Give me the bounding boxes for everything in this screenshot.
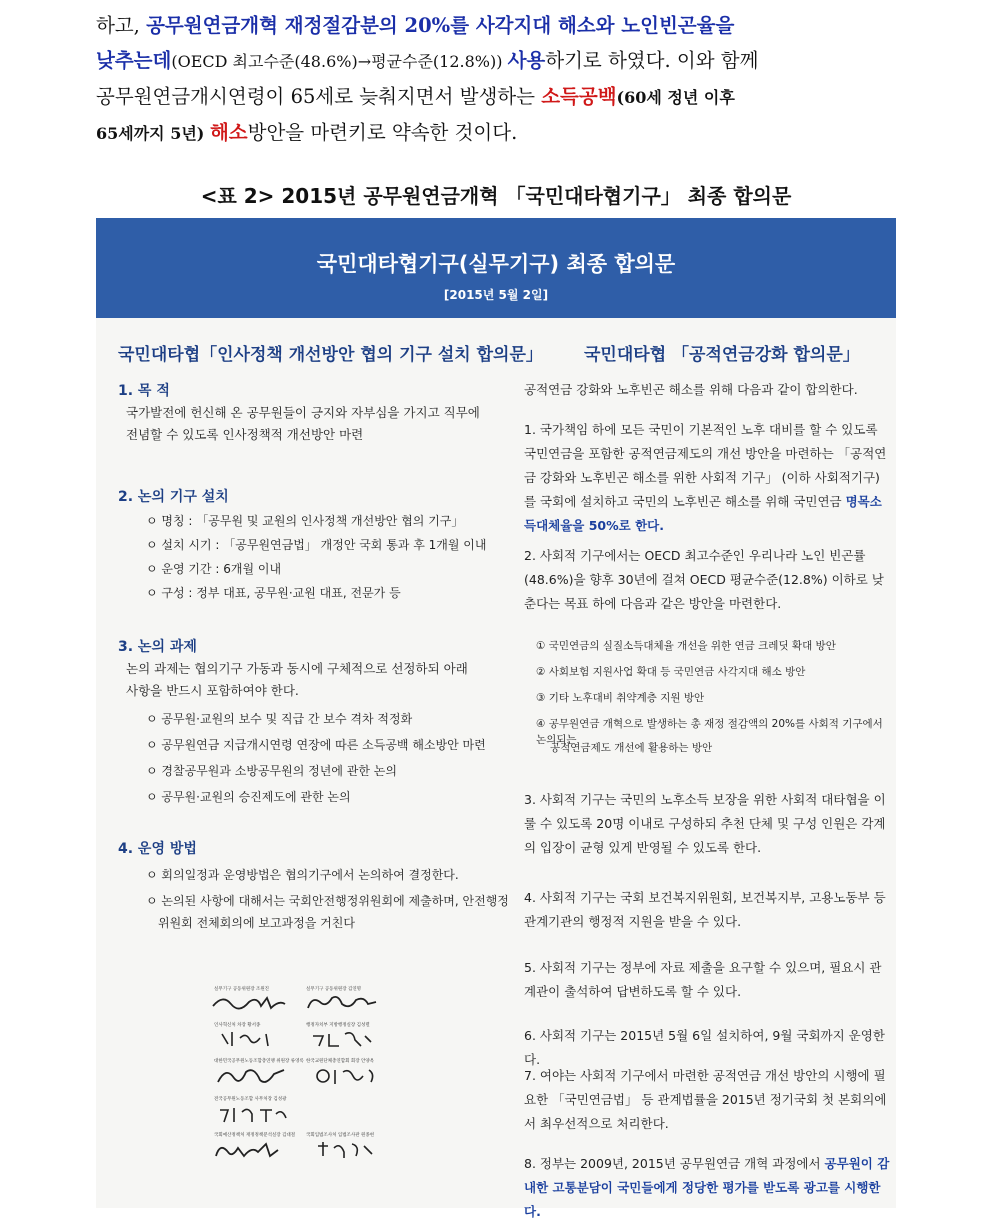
signatory-label: 실무기구 공동위원장 조원진: [214, 987, 270, 992]
intro-text: 65세까지 5년): [96, 124, 210, 143]
item-text: 8. 정부는 2009년, 2015년 공무원연금 개혁 과정에서: [524, 1156, 825, 1171]
intro-text: 공무원연금개시연령이 65세로 늦춰지면서 발생하는: [96, 85, 542, 108]
sub-item: 공적연금제도 개선에 활용하는 방안: [550, 742, 713, 754]
item-highlight: 명목소득대체율을 50%로 한다.: [524, 494, 882, 533]
item-text: 1. 국가책임 하에 모든 국민이 기본적인 노후 대비를 할 수 있도록 국민연금을 포함한 공적연금제도의 개선 방안을 마련하는 「공적연금 강화와 노후빈곤 해소를 위한 사회적 기구」 (이하 사회적기구)를 국회에 설치하고 국민의 노후빈곤 해소를 위해 국민연금: [524, 422, 887, 509]
list-item: ㅇ 회의일정과 운영방법은 협의기구에서 논의하여 결정한다.: [146, 868, 459, 882]
intro-highlight: 공무원연금개혁 재정절감분의 20%를 사각지대 해소와 노인빈곤율을: [146, 14, 735, 37]
agreement-title: 국민대타협기구(실무기구) 최종 합의문: [316, 252, 676, 276]
handwritten-signature: [302, 992, 382, 1014]
handwritten-signature: [309, 1064, 384, 1088]
intro-text: 방안을 마련키로 약속한 것이다.: [247, 121, 518, 144]
handwritten-signature: [214, 1064, 289, 1088]
section-heading: 4. 운영 방법: [118, 841, 197, 857]
intro-line-2: [96, 43, 896, 79]
agreement-item: 5. 사회적 기구는 정부에 자료 제출을 요구할 수 있으며, 필요시 관계관이 출석하여 답변하도록 할 수 있다.: [524, 960, 882, 999]
right-column: [494, 318, 896, 1219]
agreement-item: 3. 사회적 기구는 국민의 노후소득 보장을 위한 사회적 대타협을 이룰 수 있도록 20명 이내로 구성하되 추천 단체 및 구성 인원은 각계의 입장이 균형 있게 반영될 수 있도록 한다.: [524, 792, 886, 855]
list-item: ㅇ 설치 시기 : 「공무원연금법」 개정안 국회 통과 후 1개월 이내: [146, 538, 487, 552]
right-column-title: 국민대타협 「공적연금강화 합의문」: [584, 345, 860, 365]
intro-line-3: [96, 79, 896, 115]
list-item: ㅇ 공무원·교원의 보수 및 직급 간 보수 격차 적정화: [146, 712, 413, 726]
section-text: 공적연금 강화와 노후빈곤 해소를 위해 다음과 같이 합의한다.: [524, 382, 858, 397]
agreement-item: 4. 사회적 기구는 국회 보건복지위원회, 보건복지부, 고용노동부 등 관계기관의 행정적 지원을 받을 수 있다.: [524, 890, 886, 929]
agreement-banner: [96, 218, 896, 318]
agreement-item: 2. 사회적 기구에서는 OECD 최고수준인 우리나라 노인 빈곤률(48.6%)을 향후 30년에 걸쳐 OECD 평균수준(12.8%) 이하로 낮춘다는 목표 하에 다음과 같은 방안을 마련한다.: [524, 548, 884, 611]
list-item: ㅇ 공무원·교원의 승진제도에 관한 논의: [146, 790, 351, 804]
section-text: 논의 과제는 협의기구 가동과 동시에 구체적으로 선정하되 아래 사항을 반드시 포함하여야 한다.: [126, 661, 468, 698]
handwritten-signature: [216, 1102, 291, 1126]
handwritten-signature: [216, 1028, 286, 1050]
section-heading: 3. 논의 과제: [118, 639, 197, 655]
section-heading: 2. 논의 기구 설치: [118, 489, 229, 505]
signatory-label: 인사혁신처 차장 황서종: [214, 1023, 261, 1028]
signatory-label: 실무기구 공동위원장 김연명: [306, 987, 362, 992]
intro-highlight-red: 해소: [209, 121, 248, 144]
intro-text: 하기로 하였다. 이와 함께: [545, 49, 759, 72]
sub-item: ④ 공무원연금 개혁으로 발생하는 총 재정 절감액의 20%를 사회적 기구에서 논의되는: [536, 718, 883, 746]
agreement-image: [96, 218, 896, 1219]
intro-paragraph: [96, 8, 896, 151]
list-item: ㅇ 운영 기간 : 6개월 이내: [146, 562, 282, 576]
agreement-item: [524, 1152, 890, 1224]
sub-item: ① 국민연금의 실질소득대체율 개선을 위한 연금 크레딧 확대 방안: [536, 640, 836, 652]
list-item: ㅇ 공무원연금 지급개시연령 연장에 따른 소득공백 해소방안 마련: [146, 738, 486, 752]
left-column-title: 국민대타협「인사정책 개선방안 협의 기구 설치 합의문」: [118, 345, 543, 365]
intro-highlight-red: 소득공백: [541, 85, 617, 108]
handwritten-signature: [209, 992, 289, 1014]
intro-text: (OECD 최고수준(48.6%)→평균수준(12.8%)): [171, 52, 508, 71]
intro-text: (60세 정년 이후: [616, 88, 735, 107]
left-column: [96, 318, 543, 1208]
signatory-label: 국회예산정책처 재정정책분석실장 김대철: [214, 1133, 296, 1138]
intro-highlight: 사용: [507, 49, 546, 72]
signatory-label: 국회입법조사처 입법조사관 원종현: [306, 1133, 375, 1138]
agreement-date: [2015년 5월 2일]: [443, 288, 549, 302]
item-highlight: 공무원이 감내한 고통분담이 국민들에게 정당한 평가를 받도록 광고를 시행한다.: [524, 1156, 890, 1219]
sub-item: ③ 기타 노후대비 취약계층 지원 방안: [536, 692, 705, 704]
signatory-label: 대한민국공무원노동조합총연맹 위원장 류영록: [214, 1059, 304, 1064]
intro-text: 하고,: [96, 14, 147, 37]
intro-line-4: [96, 115, 896, 151]
section-text: 국가발전에 헌신해 온 공무원들이 긍지와 자부심을 가지고 직무에 전념할 수 있도록 인사정책적 개선방안 마련: [126, 405, 480, 442]
list-item: ㅇ 구성 : 정부 대표, 공무원·교원 대표, 전문가 등: [146, 586, 401, 600]
handwritten-signature: [309, 1028, 379, 1050]
signatory-label: 전국공무원노동조합 사무처장 김성광: [214, 1097, 287, 1102]
intro-highlight: 낮추는데: [96, 49, 172, 72]
table-caption: <표 2> 2015년 공무원연금개혁 「국민대타협기구」 최종 합의문: [200, 184, 792, 208]
agreement-item: [524, 418, 890, 538]
handwritten-signature: [212, 1138, 292, 1162]
list-item: ㅇ 명칭 : 「공무원 및 교원의 인사정책 개선방안 협의 기구」: [146, 514, 464, 528]
signatory-label: 한국교원단체총연합회 회장 안양옥: [306, 1059, 375, 1064]
list-item: ㅇ 경찰공무원과 소방공무원의 정년에 관한 논의: [146, 764, 397, 778]
list-item: ㅇ 논의된 사항에 대해서는 국회안전행정위원회에 제출하며, 안전행정: [146, 894, 509, 908]
agreement-item: 6. 사회적 기구는 2015년 5월 6일 설치하여, 9월 국회까지 운영한다.: [524, 1028, 885, 1067]
intro-line-1: [96, 8, 896, 43]
signature-block: [194, 978, 394, 1203]
signatory-label: 행정자치부 지방행정실장 김성렬: [306, 1023, 370, 1028]
section-heading: 1. 목 적: [118, 383, 170, 399]
list-item: 위원회 전체회의에 보고과정을 거친다: [158, 916, 355, 930]
agreement-item: 7. 여야는 사회적 기구에서 마련한 공적연금 개선 방안의 시행에 필요한 「국민연금법」 등 관계법률을 2015년 정기국회 첫 본회의에서 최우선적으로 처리한다.: [524, 1068, 887, 1131]
sub-item: ② 사회보험 지원사업 확대 등 국민연금 사각지대 해소 방안: [536, 666, 806, 678]
handwritten-signature: [312, 1138, 382, 1162]
